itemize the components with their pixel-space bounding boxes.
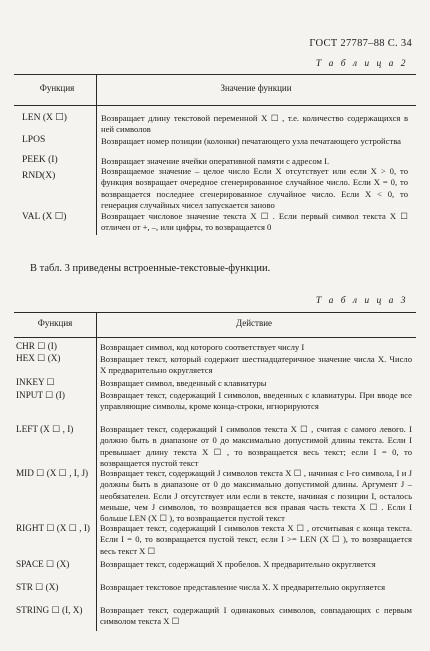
table3-row-function: INKEY ☐ — [16, 377, 55, 387]
table3-row-description: Возвращает текст, который содержит шестнадцатеричное значение числа X. Число X предварительно округляется — [100, 354, 412, 376]
table2-label: Т а б л и ц а 2 — [315, 59, 408, 69]
table3-row-description: Возвращает символ, введенный с клавиатуры — [100, 378, 267, 388]
table2-row-description: Возвращает номер позиции (колонки) печатающего узла печатающего устройства — [101, 136, 401, 146]
table3-row-description: Возвращает текст, содержащий J символов текста X ☐ , начиная с I-го символа, I и J должны быть в диапазоне от 0 до максимально допустимой длины. Аргумент J – необязателен. Если J отсутствует или если в тексте, начиная с позиции I, осталось меньше, чем J символов, то возвращается вся правая часть текста X ☐ . Если I больше LEN (X ☐ ), то возвращается пустой текст — [100, 468, 412, 524]
table3-label: Т а б л и ц а 3 — [315, 296, 408, 306]
table3-col-function: Функция — [37, 318, 73, 328]
table2-header-separator — [96, 74, 97, 105]
table2-row-description: Возвращает числовое значение текста X ☐ . Если первый символ текста X ☐ отличен от +, –, или цифры, то возвращается 0 — [101, 211, 408, 233]
table3-row-description: Возвращает текст, содержащий X пробелов. X предварительно округляется — [100, 559, 376, 569]
table3-top-rule — [14, 312, 416, 313]
table2-row-function: RND(X) — [22, 171, 56, 181]
table2-row-function: VAL (X ☐) — [22, 212, 67, 222]
table2-row-description: Возвращаемое значение – целое число Если X отсутствует или если X > 0, то функция возвращает очередное сгенерированное случайное число. Если X = 0, то возвращается последнее сгенерированное случайное число. Если X < 0, то генерация случайных чисел запускается заново — [101, 166, 408, 210]
table3-row-description: Возвращает текст, содержащий I одинаковых символов, совпадающих с первым символом текста X ☐ — [100, 605, 412, 627]
table2-header-rule — [14, 105, 416, 106]
intro-paragraph: В табл. 3 приведены встроенные-текстовые-функции. — [30, 263, 271, 274]
table3-row-description: Возвращает текст, содержащий I символов текста X ☐ , считая с самого левого. I должно быть в диапазоне от 0 до максимально допустимой длины текста. Если I превышает длину текста X ☐ , то возвращается весь текст; если I = 0, то возвращается пустой текст — [100, 424, 412, 468]
page-header: ГОСТ 27787–88 С. 34 — [309, 38, 412, 49]
table3-row-function: STRING ☐ (I, X) — [16, 605, 83, 615]
table3-col-action: Действие — [235, 318, 273, 328]
table3-row-function: RIGHT ☐ (X ☐ , I) — [16, 523, 90, 533]
table2-col-meaning: Значение функции — [220, 83, 292, 93]
table3-row-description: Возвращает символ, код которого соответствует числу I — [100, 342, 305, 352]
table3-row-description: Возвращает текст, содержащий I символов, введенных с клавиатуры. При вводе все управляющие символы, кроме конца-строки, игнорируются — [100, 390, 412, 412]
table2-row-function: PEEK (I) — [22, 155, 58, 165]
table3-column-separator — [96, 337, 97, 631]
table3-header-rule — [14, 337, 416, 338]
table2-column-separator — [96, 105, 97, 235]
table3-row-function: STR ☐ (X) — [16, 582, 59, 592]
table3-row-function: LEFT (X ☐ , I) — [16, 424, 74, 434]
table3-row-function: HEX ☐ (X) — [16, 353, 61, 363]
table3-row-function: SPACE ☐ (X) — [16, 559, 70, 569]
table2-col-function: Функция — [39, 83, 75, 93]
table2-top-rule — [14, 74, 416, 75]
table2-row-description: Возвращает значение ячейки оперативной памяти с адресом I. — [101, 156, 330, 166]
table2-row-description: Возвращает длину текстовой переменной X ☐ , т.е. количество содержащихся в ней символов — [101, 113, 408, 135]
table3-row-function: MID ☐ (X ☐ , I, J) — [16, 468, 89, 478]
table3-row-function: CHR ☐ (I) — [16, 341, 57, 351]
table2-row-function: LEN (X ☐) — [22, 113, 67, 123]
table3-row-description: Возвращает текстовое представление числа X. X предварительно округляется — [100, 582, 386, 592]
table2-row-function: LPOS — [22, 135, 46, 145]
table3-row-description: Возвращает текст, содержащий I символов текста X ☐ , отсчитывая с конца текста. Если I = 0, то возвращается пустой текст, если I >= LEN (X ☐ ), то возвращается весь текст X ☐ — [100, 523, 412, 556]
table3-header-separator — [96, 312, 97, 337]
table3-row-function: INPUT ☐ (I) — [16, 390, 65, 400]
